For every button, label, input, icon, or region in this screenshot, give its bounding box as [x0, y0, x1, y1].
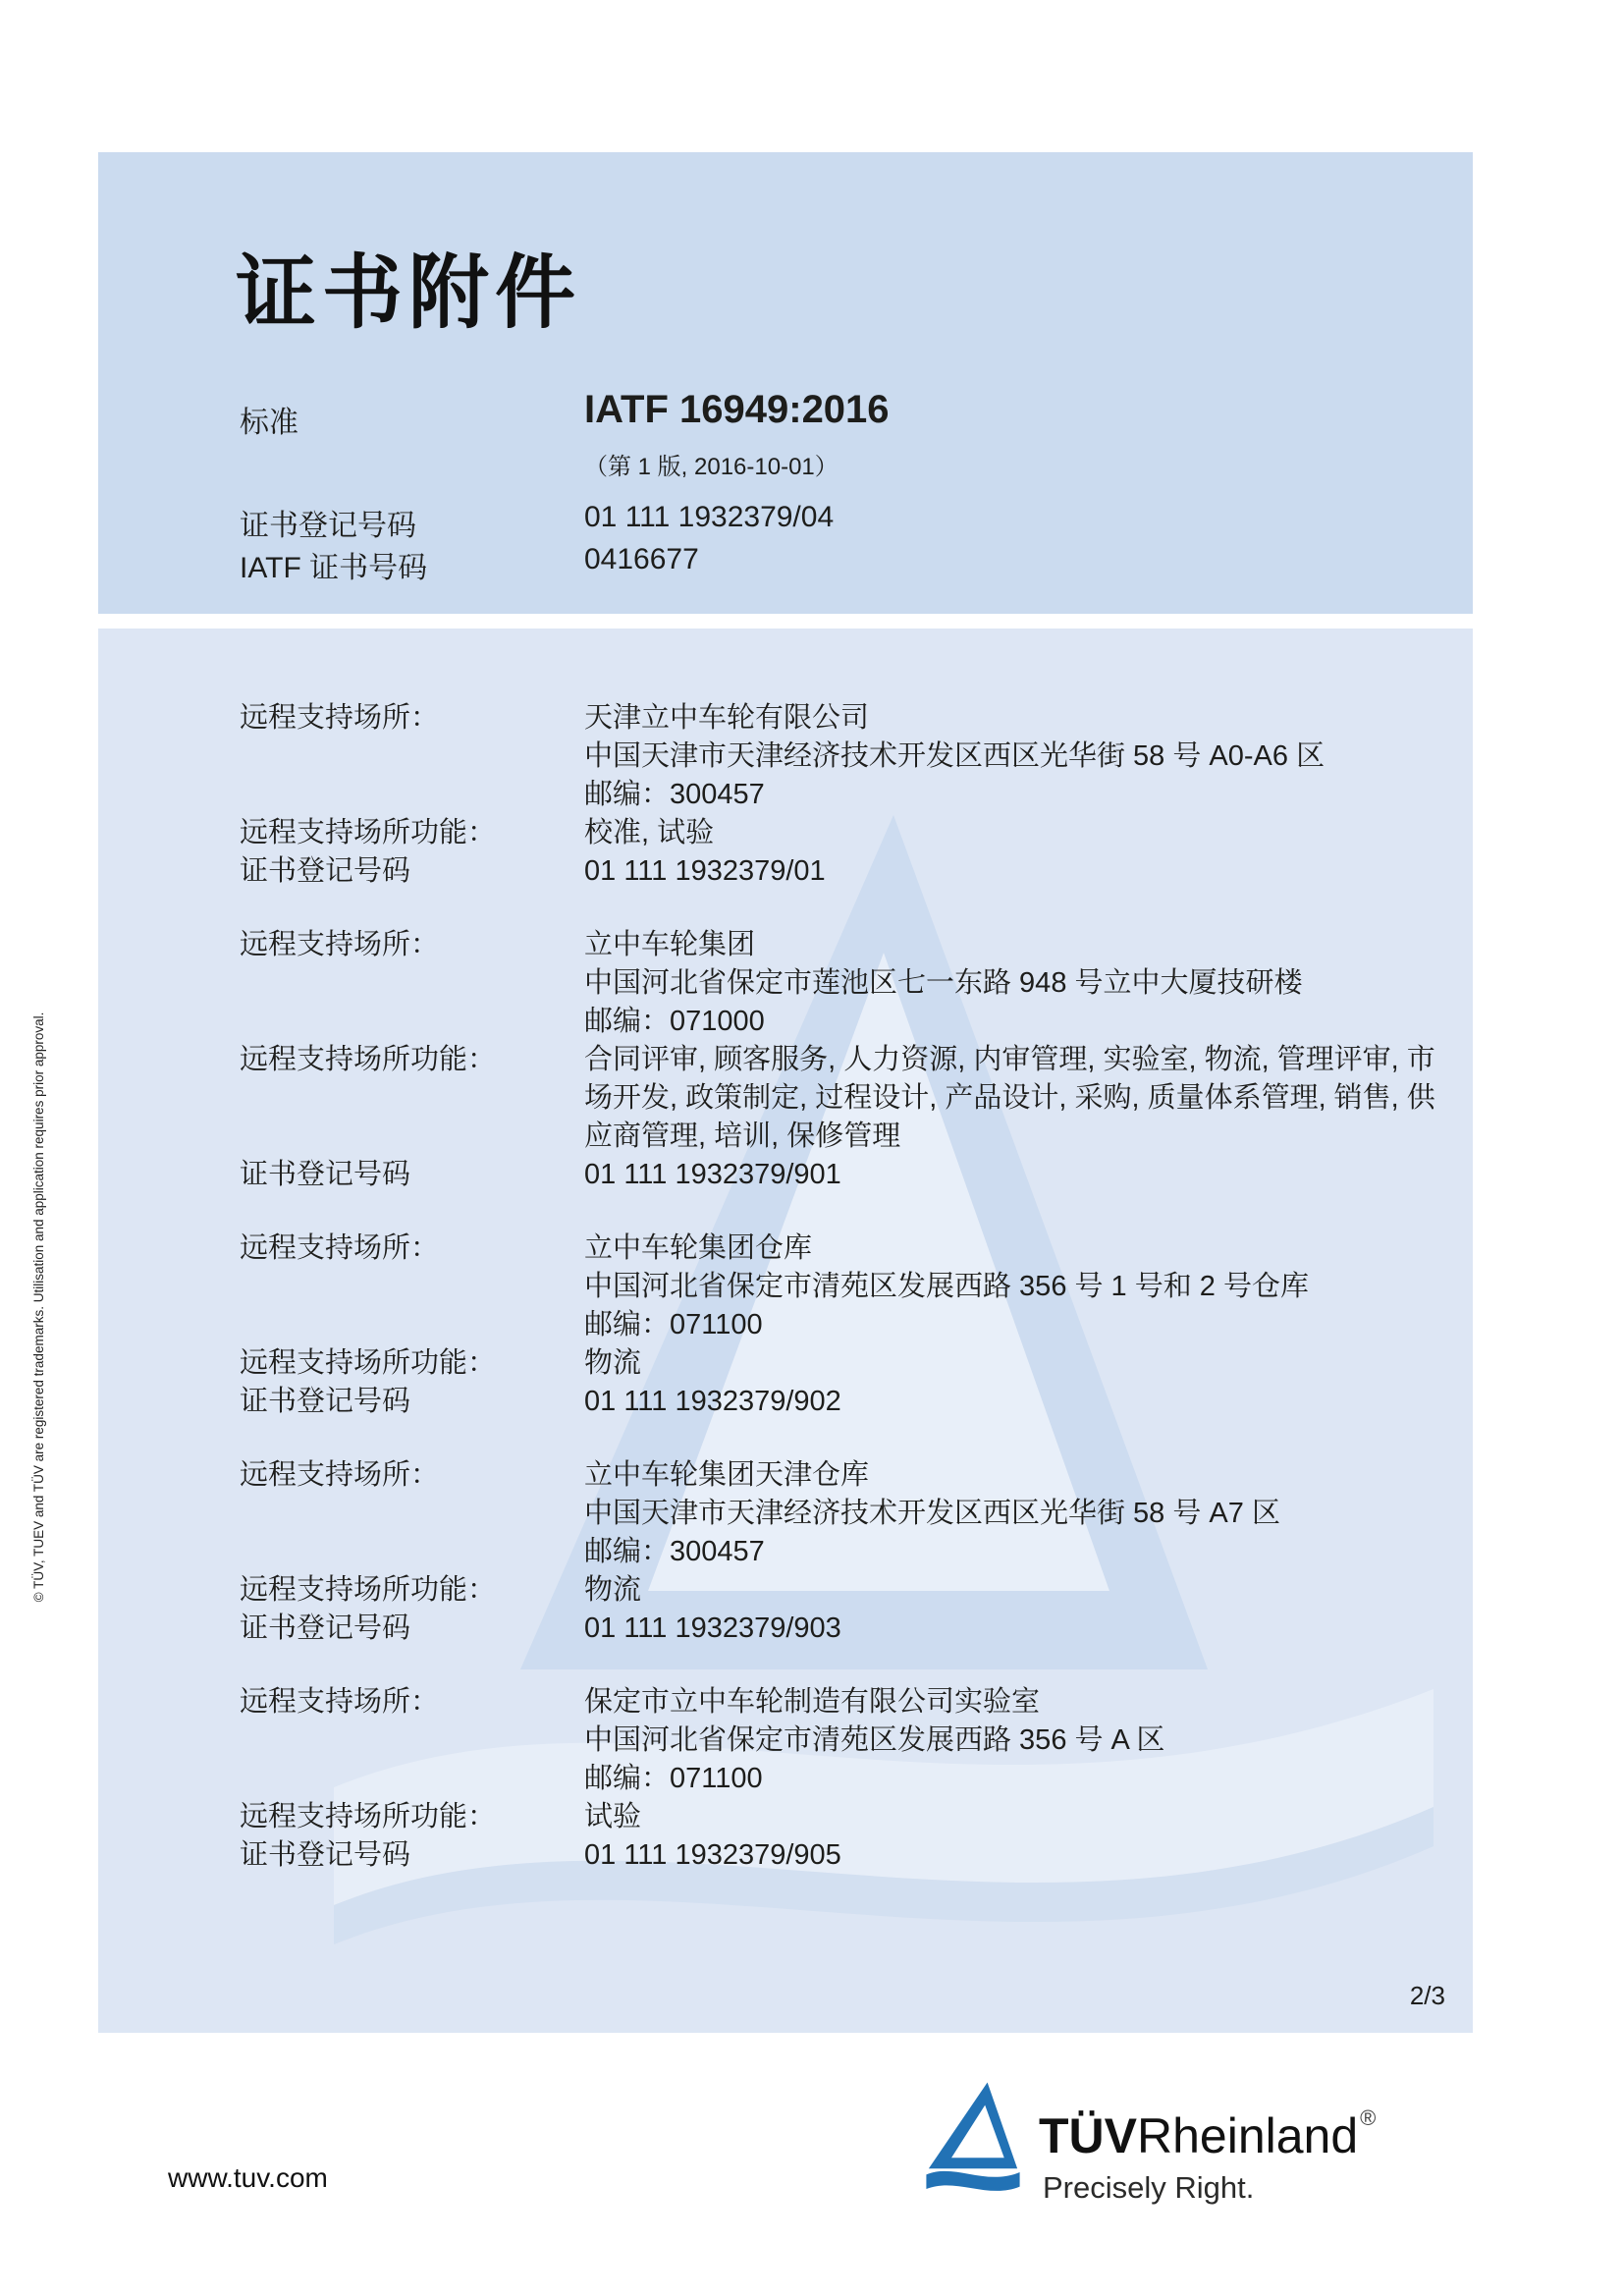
- spacer: [240, 1268, 584, 1306]
- brand-tuv: TÜV: [1039, 2108, 1137, 2163]
- cert-registration-label: 证书登记号码: [240, 510, 416, 542]
- brand-rheinland: Rheinland: [1137, 2108, 1359, 2163]
- site-label: 远程支持场所：: [240, 1232, 440, 1264]
- spacer: [240, 738, 584, 776]
- page-title: 证书附件: [236, 248, 582, 338]
- cert-reg-number: 01 111 1932379/01: [584, 855, 826, 887]
- site-function-label: 远程支持场所功能：: [240, 817, 497, 848]
- cert-reg-number: 01 111 1932379/902: [584, 1386, 841, 1417]
- site-address: 中国河北省保定市莲池区七一东路 948 号立中大厦技研楼: [584, 967, 1303, 999]
- site-postal: 邮编：071000: [584, 1006, 765, 1037]
- brand-wordmark: [1039, 2105, 1376, 2164]
- cert-reg-number: 01 111 1932379/903: [584, 1613, 841, 1644]
- cert-reg-label: 证书登记号码: [240, 1839, 411, 1871]
- cert-reg-number: 01 111 1932379/901: [584, 1159, 841, 1190]
- site-name: 天津立中车轮有限公司: [584, 702, 870, 734]
- remote-site-section-1: [240, 699, 1443, 891]
- site-name: 保定市立中车轮制造有限公司实验室: [584, 1686, 1041, 1718]
- tuv-rheinland-logo: [913, 2080, 1463, 2237]
- iatf-cert-number: 0416677: [584, 543, 699, 575]
- cert-registration-number: 01 111 1932379/04: [584, 501, 835, 533]
- remote-site-section-5: [240, 1683, 1443, 1875]
- site-address: 中国天津市天津经济技术开发区西区光华街 58 号 A7 区: [584, 1498, 1280, 1529]
- site-function-label: 远程支持场所功能：: [240, 1574, 497, 1606]
- header-box: [98, 152, 1473, 614]
- site-postal: 邮编：300457: [584, 1536, 765, 1567]
- site-address: 中国天津市天津经济技术开发区西区光华街 58 号 A0-A6 区: [584, 740, 1325, 772]
- site-functions: 合同评审, 顾客服务, 人力资源, 内审管理, 实验室, 物流, 管理评审, 市场开发, 政策制定, 过程设计, 产品设计, 采购, 质量体系管理, 销售, 供应商管理, 培训, 保修管理: [584, 1044, 1435, 1152]
- site-label: 远程支持场所：: [240, 1686, 440, 1718]
- standard-value: IATF 16949:2016: [584, 388, 890, 431]
- site-functions: 物流: [584, 1347, 642, 1379]
- site-postal: 邮编：071100: [584, 1763, 763, 1794]
- standard-label: 标准: [240, 407, 298, 439]
- spacer: [240, 964, 584, 1003]
- remote-sites-list: [240, 699, 1443, 1910]
- site-functions: 试验: [584, 1801, 642, 1832]
- remote-site-section-4: [240, 1456, 1443, 1648]
- site-postal: 邮编：300457: [584, 779, 765, 810]
- cert-reg-label: 证书登记号码: [240, 1386, 411, 1417]
- brand-tagline: Precisely Right.: [1043, 2170, 1255, 2205]
- site-name: 立中车轮集团仓库: [584, 1232, 813, 1264]
- spacer: [240, 1306, 584, 1344]
- registered-mark: ®: [1360, 2105, 1377, 2130]
- cert-reg-label: 证书登记号码: [240, 1613, 411, 1644]
- cert-reg-label: 证书登记号码: [240, 1159, 411, 1190]
- spacer: [240, 1722, 584, 1760]
- website-url: www.tuv.com: [168, 2162, 328, 2193]
- cert-reg-number: 01 111 1932379/905: [584, 1839, 841, 1871]
- site-name: 立中车轮集团天津仓库: [584, 1459, 870, 1491]
- site-address: 中国河北省保定市清苑区发展西路 356 号 A 区: [584, 1724, 1165, 1756]
- spacer: [240, 1495, 584, 1533]
- cert-reg-label: 证书登记号码: [240, 855, 411, 887]
- site-address: 中国河北省保定市清苑区发展西路 356 号 1 号和 2 号仓库: [584, 1271, 1309, 1302]
- site-function-label: 远程支持场所功能：: [240, 1801, 497, 1832]
- site-functions: 物流: [584, 1574, 642, 1606]
- site-function-label: 远程支持场所功能：: [240, 1044, 497, 1075]
- tuv-triangle-icon: [913, 2080, 1033, 2200]
- spacer: [240, 1760, 584, 1798]
- site-label: 远程支持场所：: [240, 702, 440, 734]
- standard-edition: （第 1 版, 2016-10-01）: [584, 454, 839, 480]
- spacer: [240, 776, 584, 814]
- site-functions: 校准, 试验: [584, 817, 715, 848]
- site-label: 远程支持场所：: [240, 1459, 440, 1491]
- site-name: 立中车轮集团: [584, 929, 756, 960]
- remote-site-section-2: [240, 926, 1443, 1194]
- site-label: 远程支持场所：: [240, 929, 440, 960]
- iatf-cert-label: IATF 证书号码: [240, 552, 428, 584]
- spacer: [240, 1533, 584, 1571]
- remote-site-section-3: [240, 1230, 1443, 1421]
- trademark-note: © TÜV, TUEV and TÜV are registered trademarks. Utilisation and application requires prior approval.: [31, 1011, 46, 1603]
- site-function-label: 远程支持场所功能：: [240, 1347, 497, 1379]
- page-number: 2/3: [1409, 1981, 1445, 2010]
- site-postal: 邮编：071100: [584, 1309, 763, 1340]
- spacer: [240, 1003, 584, 1041]
- body-box: [98, 629, 1473, 2033]
